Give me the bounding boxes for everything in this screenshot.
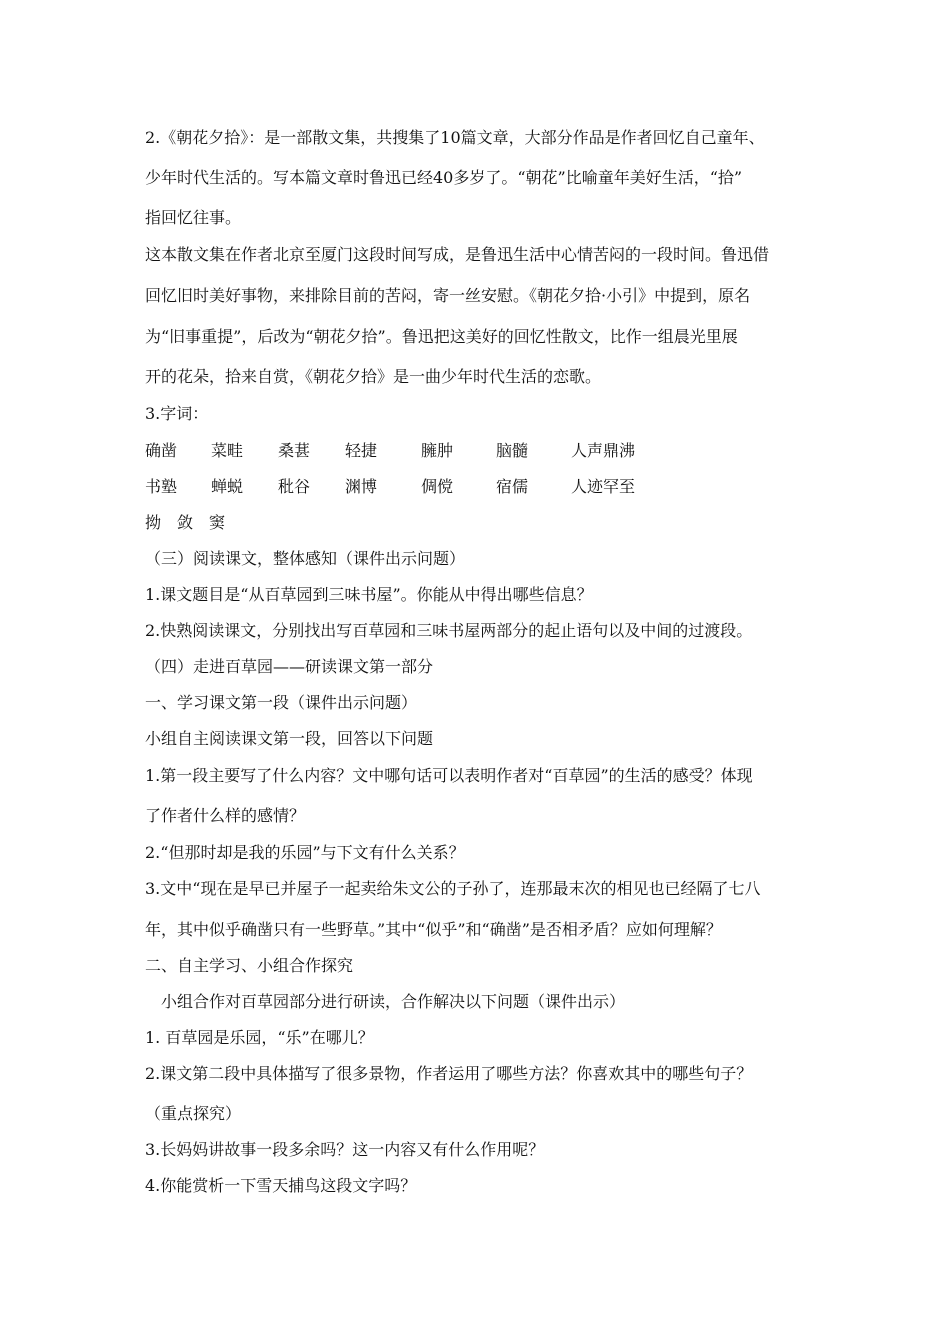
question-line: 1.课文题目是“从百草园到三味书屋”。你能从中得出哪些信息？ bbox=[145, 585, 593, 604]
vocab-word: 倜傥 bbox=[421, 477, 454, 496]
question-note: （重点探究） bbox=[145, 1104, 242, 1123]
vocab-word: 人迹罕至 bbox=[571, 477, 636, 496]
vocab-word: 臃肿 bbox=[421, 441, 454, 460]
vocab-word: 秕谷 bbox=[278, 477, 311, 496]
section-heading: 3.字词： bbox=[145, 404, 209, 423]
vocab-row-1 bbox=[145, 441, 815, 461]
question-line: 1. 百草园是乐园，“乐”在哪儿？ bbox=[145, 1028, 374, 1047]
vocab-row-3: 拗 敛 窦 bbox=[145, 513, 226, 532]
question-line: 3.长妈妈讲故事一段多余吗？这一内容又有什么作用呢？ bbox=[145, 1140, 545, 1159]
vocab-word: 宿儒 bbox=[496, 477, 529, 496]
paragraph-line: 回忆旧时美好事物，来排除目前的苦闷，寄一丝安慰。《朝花夕拾·小引》中提到，原名 bbox=[145, 286, 751, 305]
paragraph-line: 2.《朝花夕拾》：是一部散文集，共搜集了10篇文章，大部分作品是作者回忆自己童年、 bbox=[145, 128, 765, 147]
vocab-word: 蝉蜕 bbox=[211, 477, 244, 496]
paragraph-line: 少年时代生活的。写本篇文章时鲁迅已经40多岁了。“朝花”比喻童年美好生活，“拾” bbox=[145, 168, 743, 187]
question-line: 3.文中“现在是早已并屋子一起卖给朱文公的子孙了，连那最末次的相见也已经隔了七八 bbox=[145, 879, 761, 898]
section-heading: （四）走进百草园——研读课文第一部分 bbox=[145, 657, 434, 676]
question-line: 2.课文第二段中具体描写了很多景物，作者运用了哪些方法？你喜欢其中的哪些句子？ bbox=[145, 1064, 753, 1083]
vocab-word: 脑髓 bbox=[496, 441, 529, 460]
question-line: 2.快熟阅读课文，分别找出写百草园和三味书屋两部分的起止语句以及中间的过渡段。 bbox=[145, 621, 753, 640]
vocab-row-2 bbox=[145, 477, 815, 497]
vocab-word: 桑葚 bbox=[278, 441, 311, 460]
paragraph-line: 这本散文集在作者北京至厦门这段时间写成，是鲁迅生活中心情苦闷的一段时间。鲁迅借 bbox=[145, 245, 770, 264]
vocab-word: 人声鼎沸 bbox=[571, 441, 636, 460]
vocab-word: 轻捷 bbox=[345, 441, 378, 460]
question-line: 2.“但那时却是我的乐园”与下文有什么关系？ bbox=[145, 843, 465, 862]
vocab-word: 确凿 bbox=[145, 441, 178, 460]
vocab-word: 菜畦 bbox=[211, 441, 244, 460]
section-heading: 二、自主学习、小组合作探究 bbox=[145, 956, 354, 975]
section-heading: 一、学习课文第一段（课件出示问题） bbox=[145, 693, 418, 712]
paragraph-line: 为“旧事重提”，后改为“朝花夕拾”。鲁迅把这美好的回忆性散文，比作一组晨光里展 bbox=[145, 327, 738, 346]
vocab-word: 渊博 bbox=[345, 477, 378, 496]
paragraph-line: 小组合作对百草园部分进行研读，合作解决以下问题（课件出示） bbox=[145, 992, 626, 1011]
paragraph-line: 小组自主阅读课文第一段，回答以下问题 bbox=[145, 729, 434, 748]
question-line: 4.你能赏析一下雪天捕鸟这段文字吗？ bbox=[145, 1176, 417, 1195]
paragraph-line: 指回忆往事。 bbox=[145, 208, 242, 227]
section-heading: （三）阅读课文，整体感知（课件出示问题） bbox=[145, 549, 466, 568]
question-line: 年，其中似乎确凿只有一些野草。”其中“似乎”和“确凿”是否相矛盾？应如何理解？ bbox=[145, 920, 722, 939]
paragraph-line: 开的花朵，拾来自赏，《朝花夕拾》是一曲少年时代生活的恋歌。 bbox=[145, 367, 602, 386]
vocab-word: 书塾 bbox=[145, 477, 178, 496]
question-line: 1.第一段主要写了什么内容？文中哪句话可以表明作者对“百草园”的生活的感受？体现 bbox=[145, 766, 753, 785]
question-line: 了作者什么样的感情？ bbox=[145, 806, 306, 825]
